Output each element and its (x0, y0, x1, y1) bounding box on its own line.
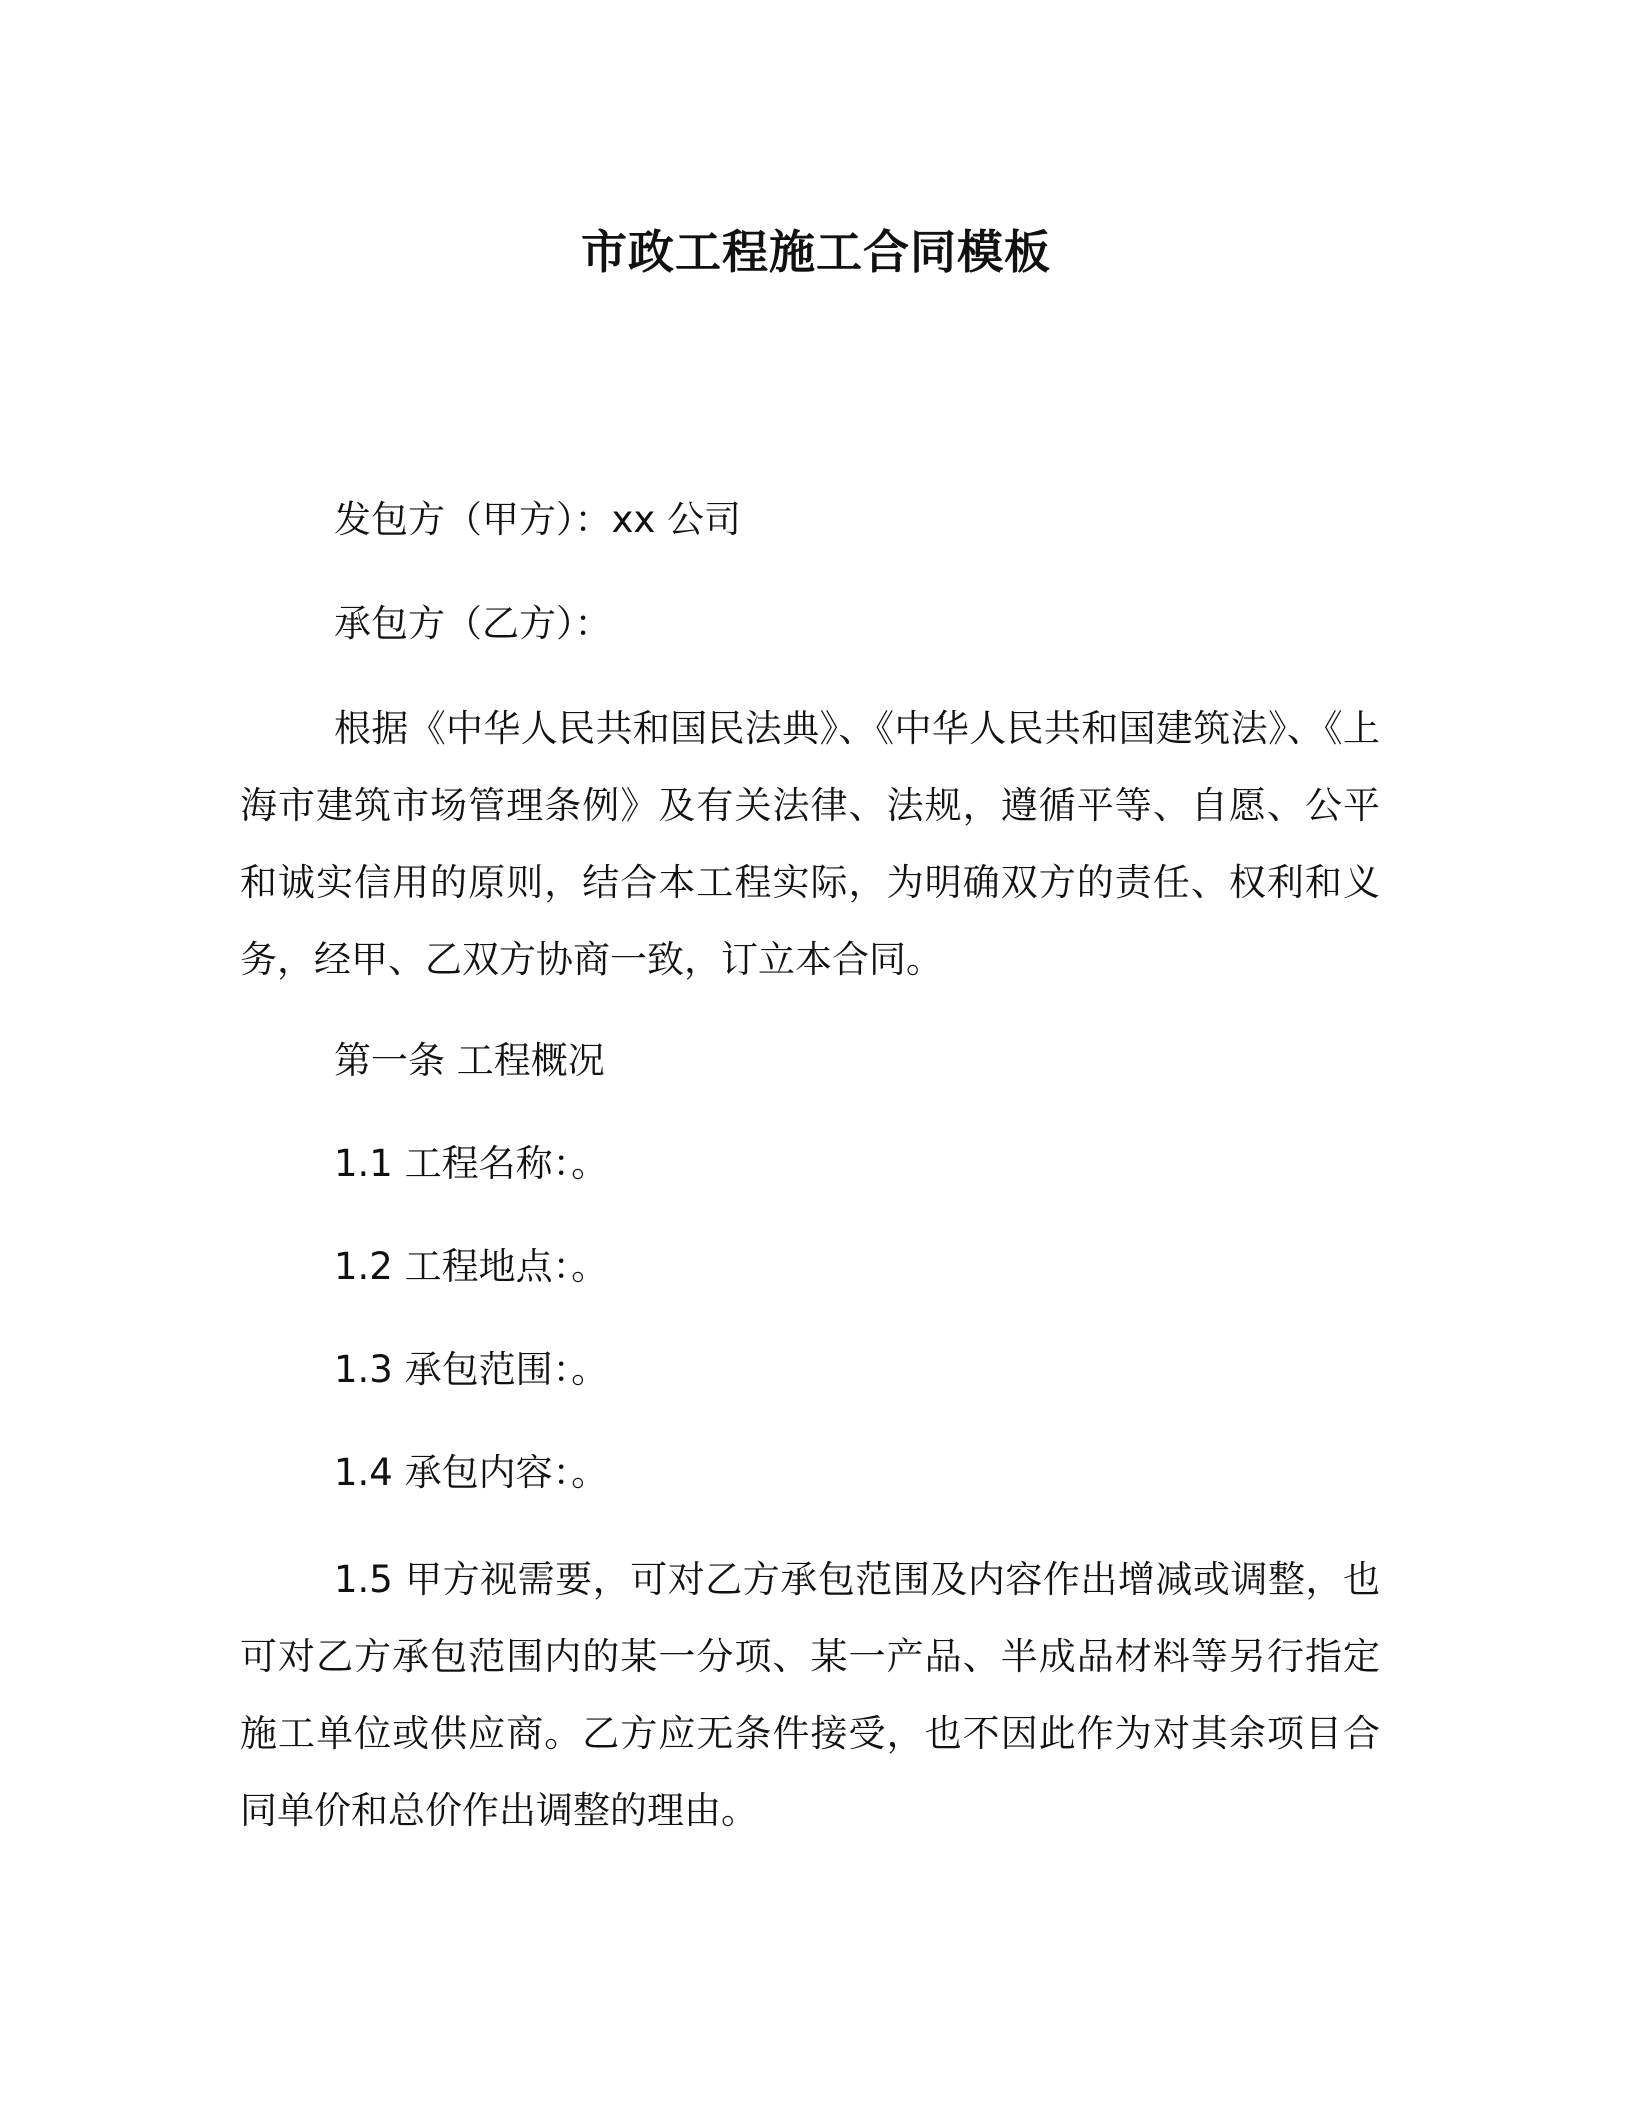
item-1-1: 1.1 工程名称：。 (334, 1142, 609, 1185)
item-1-5-paragraph: 1.5 甲方视需要，可对乙方承包范围及内容作出增减或调整，也可对乙方承包范围内的某一分项、某一产品、半成品材料等另行指定施工单位或供应商。乙方应无条件接受，也不因此作为对其余项目合同单价和总价作出调整的理由。 (240, 1558, 1380, 1832)
document-title: 市政工程施工合同模板 (581, 225, 1051, 279)
item-1-2: 1.2 工程地点：。 (334, 1245, 609, 1288)
preamble-paragraph: 根据《中华人民共和国民法典》、《中华人民共和国建筑法》、《上海市建筑市场管理条例》及有关法律、法规，遵循平等、自愿、公平和诚实信用的原则，结合本工程实际，为明确双方的责任、权利和义务，经甲、乙双方协商一致，订立本合同。 (240, 707, 1380, 981)
item-1-3: 1.3 承包范围：。 (334, 1348, 609, 1391)
article-1-heading: 第一条 工程概况 (334, 1039, 605, 1082)
party-a-line: 发包方（甲方）：xx 公司 (334, 498, 742, 541)
item-1-4: 1.4 承包内容：。 (334, 1451, 609, 1494)
party-b-line: 承包方（乙方）： (334, 602, 612, 645)
